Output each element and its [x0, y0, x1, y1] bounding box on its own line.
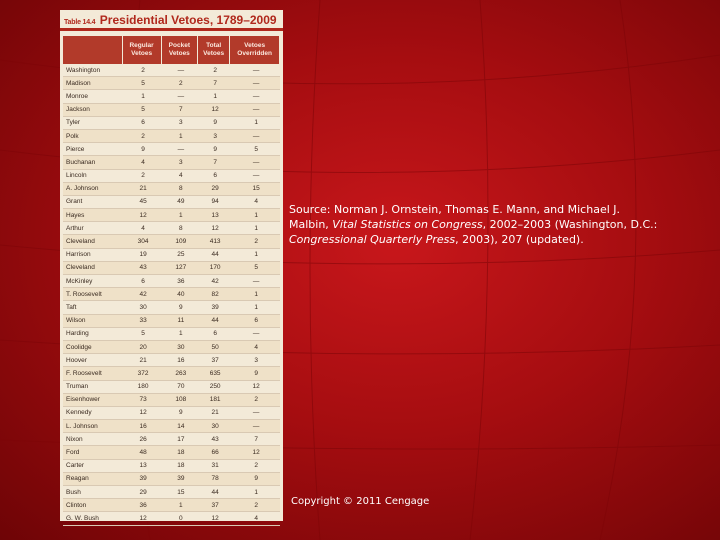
cell-vetoes-overridden: 4: [230, 195, 280, 208]
table-row: [63, 340, 280, 353]
table-row: [63, 406, 280, 419]
table-row: [63, 472, 280, 485]
table-row: [63, 182, 280, 195]
cell-total-vetoes: 413: [197, 235, 229, 248]
cell-pocket-vetoes: 1: [161, 209, 197, 222]
cell-regular-vetoes: 16: [122, 420, 161, 433]
cell-president: Wilson: [63, 314, 122, 327]
cell-regular-vetoes: 5: [122, 103, 161, 116]
cell-vetoes-overridden: 5: [230, 261, 280, 274]
cell-regular-vetoes: 180: [122, 380, 161, 393]
cell-vetoes-overridden: 1: [230, 209, 280, 222]
column-header-president: [63, 36, 122, 64]
cell-regular-vetoes: 43: [122, 261, 161, 274]
table-row: [63, 499, 280, 512]
table-row: [63, 354, 280, 367]
cell-pocket-vetoes: 263: [161, 367, 197, 380]
cell-regular-vetoes: 21: [122, 354, 161, 367]
cell-president: Carter: [63, 459, 122, 472]
table-row: [63, 156, 280, 169]
cell-regular-vetoes: 29: [122, 486, 161, 499]
cell-president: T. Roosevelt: [63, 288, 122, 301]
cell-total-vetoes: 66: [197, 446, 229, 459]
title-rule: [60, 28, 283, 31]
table-row: [63, 90, 280, 103]
table-row: [63, 116, 280, 129]
cell-regular-vetoes: 19: [122, 248, 161, 261]
cell-pocket-vetoes: 36: [161, 275, 197, 288]
table-row: [63, 446, 280, 459]
column-header-regular: Regular Vetoes: [122, 36, 161, 64]
cell-vetoes-overridden: 1: [230, 486, 280, 499]
column-header-total: Total Vetoes: [197, 36, 229, 64]
cell-pocket-vetoes: 39: [161, 472, 197, 485]
cell-president: A. Johnson: [63, 182, 122, 195]
table-row: [63, 486, 280, 499]
table-row: [63, 301, 280, 314]
cell-regular-vetoes: 12: [122, 406, 161, 419]
source-middle: , 2002–2003 (Washington, D.C.:: [482, 218, 658, 231]
table-row: [63, 367, 280, 380]
cell-vetoes-overridden: 9: [230, 472, 280, 485]
cell-pocket-vetoes: 1: [161, 327, 197, 340]
cell-regular-vetoes: 1: [122, 90, 161, 103]
cell-president: Jackson: [63, 103, 122, 116]
cell-president: Lincoln: [63, 169, 122, 182]
cell-total-vetoes: 12: [197, 512, 229, 525]
cell-president: Clinton: [63, 499, 122, 512]
cell-pocket-vetoes: 9: [161, 406, 197, 419]
cell-pocket-vetoes: 2: [161, 77, 197, 90]
cell-vetoes-overridden: 2: [230, 459, 280, 472]
cell-vetoes-overridden: 15: [230, 182, 280, 195]
cell-regular-vetoes: 2: [122, 129, 161, 142]
cell-president: G. W. Bush: [63, 512, 122, 525]
cell-vetoes-overridden: —: [230, 90, 280, 103]
cell-total-vetoes: 12: [197, 103, 229, 116]
cell-vetoes-overridden: 6: [230, 314, 280, 327]
cell-pocket-vetoes: 25: [161, 248, 197, 261]
cell-total-vetoes: 29: [197, 182, 229, 195]
cell-president: Bush: [63, 486, 122, 499]
table-body: [63, 64, 280, 525]
cell-total-vetoes: 44: [197, 314, 229, 327]
table-row: [63, 433, 280, 446]
cell-regular-vetoes: 30: [122, 301, 161, 314]
cell-regular-vetoes: 39: [122, 472, 161, 485]
table-row: [63, 512, 280, 525]
cell-regular-vetoes: 6: [122, 275, 161, 288]
cell-pocket-vetoes: 70: [161, 380, 197, 393]
column-header-overridden: Vetoes Overridden: [230, 36, 280, 64]
cell-president: Harrison: [63, 248, 122, 261]
cell-total-vetoes: 6: [197, 169, 229, 182]
cell-president: Truman: [63, 380, 122, 393]
cell-vetoes-overridden: 4: [230, 512, 280, 525]
table-row: [63, 103, 280, 116]
cell-total-vetoes: 2: [197, 64, 229, 77]
cell-pocket-vetoes: 3: [161, 116, 197, 129]
source-suffix: , 2003), 207 (updated).: [455, 233, 584, 246]
cell-regular-vetoes: 48: [122, 446, 161, 459]
cell-total-vetoes: 250: [197, 380, 229, 393]
cell-vetoes-overridden: 12: [230, 380, 280, 393]
cell-total-vetoes: 7: [197, 156, 229, 169]
cell-pocket-vetoes: 16: [161, 354, 197, 367]
source-prefix: Source: Norman J. Ornstein, Thomas E. Mann, and Michael J. Malbin,: [289, 203, 620, 231]
table-row: [63, 380, 280, 393]
cell-regular-vetoes: 33: [122, 314, 161, 327]
cell-president: Reagan: [63, 472, 122, 485]
cell-president: Arthur: [63, 222, 122, 235]
cell-president: Kennedy: [63, 406, 122, 419]
cell-vetoes-overridden: 1: [230, 222, 280, 235]
cell-vetoes-overridden: 2: [230, 235, 280, 248]
cell-pocket-vetoes: 14: [161, 420, 197, 433]
cell-regular-vetoes: 5: [122, 327, 161, 340]
cell-pocket-vetoes: 3: [161, 156, 197, 169]
source-book-title: Vital Statistics on Congress: [332, 218, 483, 231]
source-publisher: Congressional Quarterly Press: [289, 233, 456, 246]
table-row: [63, 288, 280, 301]
cell-vetoes-overridden: —: [230, 169, 280, 182]
cell-president: Hayes: [63, 209, 122, 222]
cell-vetoes-overridden: 1: [230, 248, 280, 261]
cell-total-vetoes: 37: [197, 354, 229, 367]
cell-regular-vetoes: 20: [122, 340, 161, 353]
cell-total-vetoes: 44: [197, 248, 229, 261]
copyright-notice: Copyright © 2011 Cengage: [291, 496, 430, 507]
cell-president: Hoover: [63, 354, 122, 367]
cell-vetoes-overridden: 1: [230, 288, 280, 301]
cell-pocket-vetoes: 127: [161, 261, 197, 274]
source-citation: [289, 202, 661, 247]
cell-vetoes-overridden: 7: [230, 433, 280, 446]
cell-president: Tyler: [63, 116, 122, 129]
cell-total-vetoes: 9: [197, 143, 229, 156]
cell-vetoes-overridden: —: [230, 77, 280, 90]
cell-regular-vetoes: 4: [122, 156, 161, 169]
table-row: [63, 275, 280, 288]
cell-regular-vetoes: 36: [122, 499, 161, 512]
cell-total-vetoes: 50: [197, 340, 229, 353]
cell-president: Ford: [63, 446, 122, 459]
cell-pocket-vetoes: 109: [161, 235, 197, 248]
cell-vetoes-overridden: 5: [230, 143, 280, 156]
cell-president: Washington: [63, 64, 122, 77]
cell-vetoes-overridden: 3: [230, 354, 280, 367]
cell-total-vetoes: 82: [197, 288, 229, 301]
cell-pocket-vetoes: 11: [161, 314, 197, 327]
cell-pocket-vetoes: 0: [161, 512, 197, 525]
cell-pocket-vetoes: 108: [161, 393, 197, 406]
cell-regular-vetoes: 2: [122, 169, 161, 182]
cell-vetoes-overridden: 2: [230, 499, 280, 512]
cell-president: F. Roosevelt: [63, 367, 122, 380]
cell-pocket-vetoes: 8: [161, 222, 197, 235]
table-row: [63, 248, 280, 261]
cell-total-vetoes: 37: [197, 499, 229, 512]
cell-regular-vetoes: 73: [122, 393, 161, 406]
table-row: [63, 77, 280, 90]
cell-vetoes-overridden: —: [230, 103, 280, 116]
cell-president: Pierce: [63, 143, 122, 156]
table-row: [63, 327, 280, 340]
cell-vetoes-overridden: 9: [230, 367, 280, 380]
table-row: [63, 420, 280, 433]
cell-pocket-vetoes: 4: [161, 169, 197, 182]
veto-table-image: [60, 10, 283, 521]
cell-total-vetoes: 7: [197, 77, 229, 90]
cell-total-vetoes: 635: [197, 367, 229, 380]
cell-president: Nixon: [63, 433, 122, 446]
cell-total-vetoes: 3: [197, 129, 229, 142]
cell-total-vetoes: 94: [197, 195, 229, 208]
cell-vetoes-overridden: 12: [230, 446, 280, 459]
cell-vetoes-overridden: —: [230, 327, 280, 340]
table-row: [63, 143, 280, 156]
cell-president: Cleveland: [63, 261, 122, 274]
cell-president: Taft: [63, 301, 122, 314]
cell-total-vetoes: 1: [197, 90, 229, 103]
cell-pocket-vetoes: —: [161, 64, 197, 77]
vetoes-table: [63, 36, 280, 526]
cell-regular-vetoes: 2: [122, 64, 161, 77]
cell-regular-vetoes: 9: [122, 143, 161, 156]
cell-regular-vetoes: 4: [122, 222, 161, 235]
cell-regular-vetoes: 12: [122, 512, 161, 525]
cell-vetoes-overridden: —: [230, 420, 280, 433]
table-row: [63, 459, 280, 472]
cell-president: L. Johnson: [63, 420, 122, 433]
cell-total-vetoes: 39: [197, 301, 229, 314]
table-row: [63, 235, 280, 248]
cell-president: Monroe: [63, 90, 122, 103]
cell-pocket-vetoes: 30: [161, 340, 197, 353]
cell-regular-vetoes: 26: [122, 433, 161, 446]
cell-president: Harding: [63, 327, 122, 340]
cell-pocket-vetoes: 9: [161, 301, 197, 314]
table-row: [63, 64, 280, 77]
table-number: Table 14.4: [64, 19, 96, 26]
cell-regular-vetoes: 6: [122, 116, 161, 129]
column-header-pocket: Pocket Vetoes: [161, 36, 197, 64]
cell-president: McKinley: [63, 275, 122, 288]
cell-regular-vetoes: 45: [122, 195, 161, 208]
cell-vetoes-overridden: —: [230, 406, 280, 419]
cell-pocket-vetoes: 1: [161, 129, 197, 142]
cell-vetoes-overridden: —: [230, 129, 280, 142]
table-title: [64, 11, 277, 27]
cell-vetoes-overridden: —: [230, 275, 280, 288]
cell-regular-vetoes: 42: [122, 288, 161, 301]
cell-pocket-vetoes: 7: [161, 103, 197, 116]
cell-pocket-vetoes: 1: [161, 499, 197, 512]
table-row: [63, 209, 280, 222]
cell-total-vetoes: 31: [197, 459, 229, 472]
cell-total-vetoes: 12: [197, 222, 229, 235]
cell-pocket-vetoes: 8: [161, 182, 197, 195]
table-header-row: [63, 36, 280, 64]
cell-pocket-vetoes: 49: [161, 195, 197, 208]
cell-pocket-vetoes: 18: [161, 446, 197, 459]
cell-president: Eisenhower: [63, 393, 122, 406]
cell-pocket-vetoes: —: [161, 143, 197, 156]
cell-total-vetoes: 170: [197, 261, 229, 274]
table-row: [63, 195, 280, 208]
cell-regular-vetoes: 13: [122, 459, 161, 472]
cell-president: Grant: [63, 195, 122, 208]
cell-total-vetoes: 42: [197, 275, 229, 288]
cell-total-vetoes: 13: [197, 209, 229, 222]
cell-vetoes-overridden: 2: [230, 393, 280, 406]
table-row: [63, 314, 280, 327]
cell-total-vetoes: 21: [197, 406, 229, 419]
cell-pocket-vetoes: 18: [161, 459, 197, 472]
table-name: Presidential Vetoes, 1789–2009: [99, 13, 277, 27]
cell-president: Madison: [63, 77, 122, 90]
cell-total-vetoes: 43: [197, 433, 229, 446]
cell-total-vetoes: 44: [197, 486, 229, 499]
cell-total-vetoes: 181: [197, 393, 229, 406]
cell-vetoes-overridden: 1: [230, 301, 280, 314]
cell-total-vetoes: 30: [197, 420, 229, 433]
table-row: [63, 169, 280, 182]
cell-president: Cleveland: [63, 235, 122, 248]
cell-president: Buchanan: [63, 156, 122, 169]
cell-total-vetoes: 78: [197, 472, 229, 485]
cell-vetoes-overridden: 1: [230, 116, 280, 129]
table-row: [63, 393, 280, 406]
cell-regular-vetoes: 21: [122, 182, 161, 195]
cell-regular-vetoes: 5: [122, 77, 161, 90]
cell-president: Polk: [63, 129, 122, 142]
cell-pocket-vetoes: —: [161, 90, 197, 103]
cell-vetoes-overridden: —: [230, 64, 280, 77]
cell-vetoes-overridden: —: [230, 156, 280, 169]
table-row: [63, 129, 280, 142]
cell-regular-vetoes: 372: [122, 367, 161, 380]
cell-regular-vetoes: 304: [122, 235, 161, 248]
table-row: [63, 222, 280, 235]
cell-pocket-vetoes: 15: [161, 486, 197, 499]
cell-total-vetoes: 9: [197, 116, 229, 129]
table-row: [63, 261, 280, 274]
cell-vetoes-overridden: 4: [230, 340, 280, 353]
cell-regular-vetoes: 12: [122, 209, 161, 222]
cell-pocket-vetoes: 17: [161, 433, 197, 446]
cell-president: Coolidge: [63, 340, 122, 353]
cell-pocket-vetoes: 40: [161, 288, 197, 301]
cell-total-vetoes: 6: [197, 327, 229, 340]
